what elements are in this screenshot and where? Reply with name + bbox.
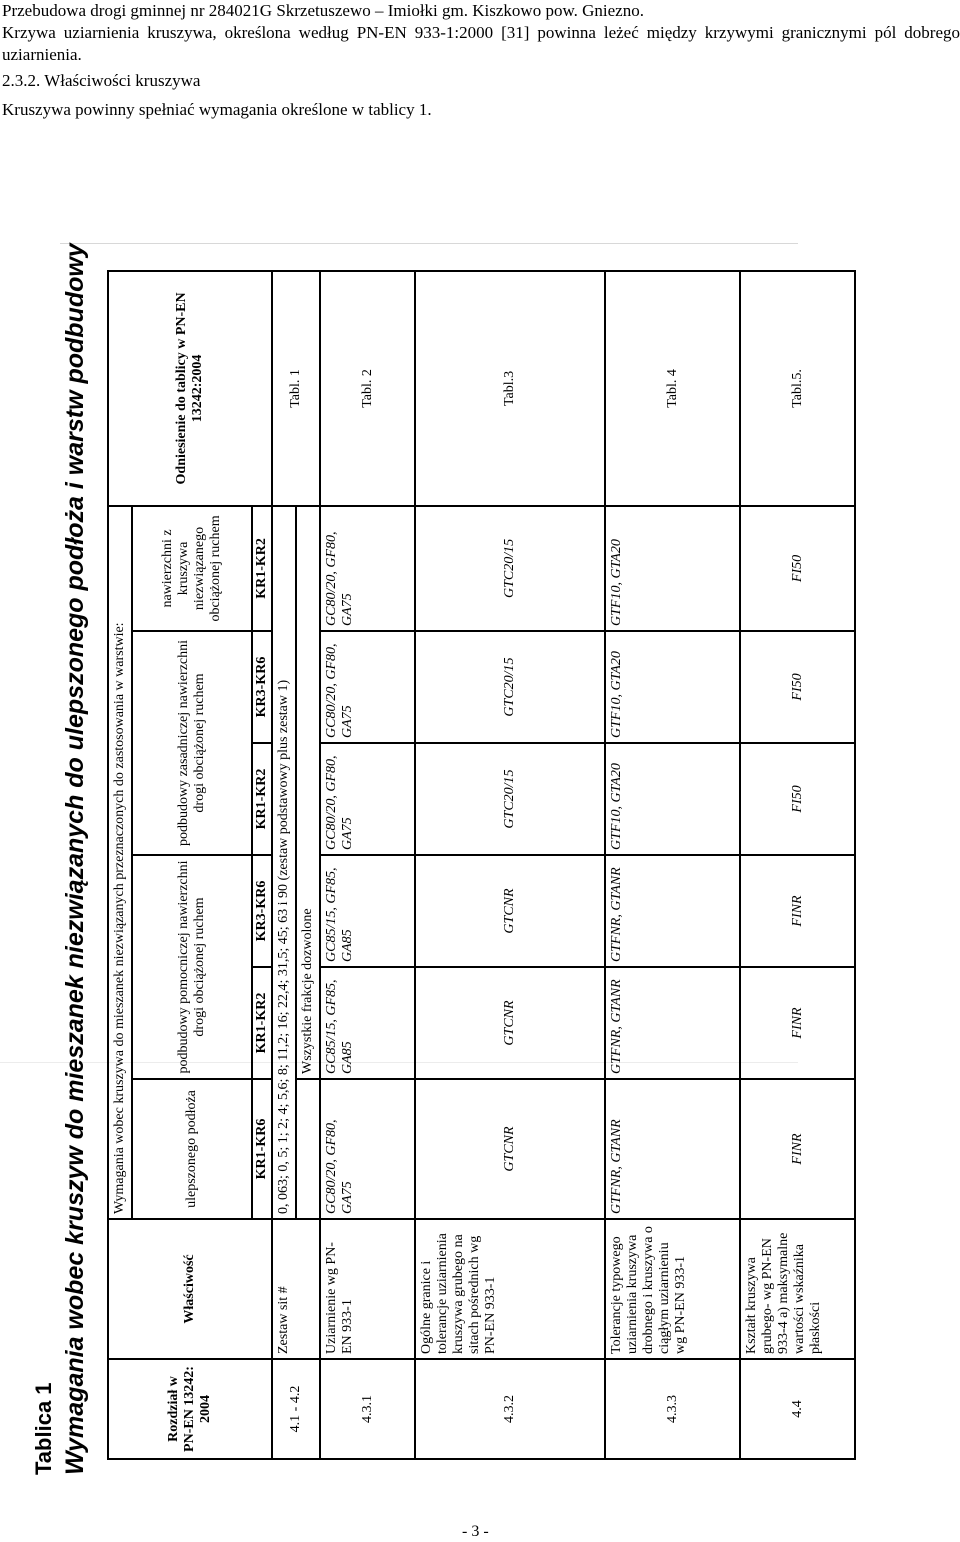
value-cell: GC80/20, GF80, GA75	[320, 1079, 415, 1219]
reference-cell: Tabl. 1	[272, 271, 320, 506]
page-number: - 3 -	[462, 1523, 489, 1540]
page-header	[2, 0, 960, 121]
property-cell: Ogólne granice i tolerancje uziarnienia kruszywa grubego na sitach pośrednich wg PN-EN 933-1	[415, 1219, 605, 1359]
grading-paragraph: Krzywa uziarnienia kruszywa, określona według PN-EN 933-1:2000 [31] powinna leżeć między krzywymi granicznymi pól dobrego uziarnienia.	[2, 23, 960, 64]
value-cell: GTF10, GTA20	[605, 743, 740, 855]
value-cell: GTF10, GTA20	[605, 506, 740, 631]
header-class: KR1-KR2	[252, 967, 272, 1079]
section-cell: 4.3.2	[415, 1359, 605, 1459]
property-cell: Kształt kruszywa grubego- wg PN-EN 933-4 a) maksymalne wartości wskaźnika płaskości	[740, 1219, 855, 1359]
table-row	[320, 271, 415, 1459]
property-cell: Uziarnienie wg PN-EN 933-1	[320, 1219, 415, 1359]
header-layer-main-base: podbudowy zasadniczej nawierzchni drogi obciążonej ruchem	[132, 631, 252, 855]
value-cell: GC85/15, GF85, GA85	[320, 967, 415, 1079]
header-property: Właściwość	[108, 1219, 272, 1359]
running-title: Przebudowa drogi gminnej nr 284021G Skrzetuszewo – Imiołki gm. Kiszkowo pow. Gniezno.	[2, 1, 644, 20]
section-heading: 2.3.2. Właściwości kruszywa	[2, 71, 201, 90]
reference-cell: Tabl.5.	[740, 271, 855, 506]
value-cell: GC80/20, GF80, GA75	[320, 743, 415, 855]
value-cell: GTCNR	[415, 855, 605, 967]
header-class: KR3-KR6	[252, 855, 272, 967]
header-class: KR1-KR6	[252, 1079, 272, 1219]
value-cell: FINR	[740, 967, 855, 1079]
value-cell: GC80/20, GF80, GA75	[320, 506, 415, 631]
value-cell: GTCNR	[415, 967, 605, 1079]
table-title: Wymagania wobec kruszyw do mieszanek niezwiązanych do ulepszonego podłoża i warstw podbudowy	[61, 243, 89, 1475]
properties-sentence: Kruszywa powinny spełniać wymagania określone w tablicy 1.	[2, 100, 432, 119]
requirements-table	[107, 270, 856, 1460]
section-cell: 4.4	[740, 1359, 855, 1459]
reference-cell: Tabl.3	[415, 271, 605, 506]
header-row-1	[108, 271, 132, 1459]
header-class: KR1-KR2	[252, 743, 272, 855]
value-cell: GTF10, GTA20	[605, 631, 740, 743]
header-class: KR3-KR6	[252, 631, 272, 743]
header-class: KR1-KR2	[252, 506, 272, 631]
section-cell: 4.1 - 4.2	[272, 1359, 320, 1459]
table-row	[272, 271, 296, 1459]
reference-cell: Tabl. 4	[605, 271, 740, 506]
section-cell: 4.3.3	[605, 1359, 740, 1459]
header-section: Rozdział w PN-EN 13242: 2004	[108, 1359, 272, 1459]
value-cell: GTCNR	[415, 1079, 605, 1219]
table-row	[740, 271, 855, 1459]
value-cell: GC80/20, GF80, GA75	[320, 631, 415, 743]
property-cell: Tolerancje typowego uziarnienia kruszywa drobnego i kruszywa o ciągłym uziarnieniu wg PN-EN 933-1	[605, 1219, 740, 1359]
table-row	[415, 271, 605, 1459]
value-cell: FI50	[740, 743, 855, 855]
value-cell: FINR	[740, 1079, 855, 1219]
value-cell: GTFNR, GTANR	[605, 855, 740, 967]
value-cell: FI50	[740, 631, 855, 743]
header-layer-unbound-surface: nawierzchni z kruszywa niezwiązanego obciążonej ruchem	[132, 506, 252, 631]
divider-line	[60, 243, 798, 244]
table-label: Tablica 1	[31, 1382, 56, 1475]
table-row	[605, 271, 740, 1459]
value-cell: GC85/15, GF85, GA85	[320, 855, 415, 967]
value-cell: FINR	[740, 855, 855, 967]
value-cell: FI50	[740, 506, 855, 631]
rotated-table-scan	[30, 243, 823, 1475]
value-cell: GTC20/15	[415, 631, 605, 743]
header-requirements: Wymagania wobec kruszywa do mieszanek niezwiązanych przeznaczonych do zastosowania w warstwie:	[108, 506, 132, 1219]
header-reference: Odniesienie do tablicy w PN-EN 13242:2004	[108, 271, 272, 506]
reference-cell: Tabl. 2	[320, 271, 415, 506]
sieve-set-cell: 0, 063; 0, 5; 1; 2; 4; 5,6; 8; 11,2; 16; 22,4; 31,5; 45; 63 i 90 (zestaw podstawowy plus zestaw 1)	[272, 506, 296, 1219]
header-layer-subgrade: ulepszonego podłoża	[132, 1079, 252, 1219]
section-cell: 4.3.1	[320, 1359, 415, 1459]
value-cell: GTFNR, GTANR	[605, 967, 740, 1079]
value-cell: GTC20/15	[415, 506, 605, 631]
property-cell: Zestaw sit #	[272, 1219, 320, 1359]
value-cell: GTFNR, GTANR	[605, 1079, 740, 1219]
value-cell: GTC20/15	[415, 743, 605, 855]
sieve-note-cell: Wszystkie frakcje dozwolone	[296, 506, 320, 1079]
header-layer-auxiliary-base: podbudowy pomocniczej nawierzchni drogi obciążonej ruchem	[132, 855, 252, 1079]
